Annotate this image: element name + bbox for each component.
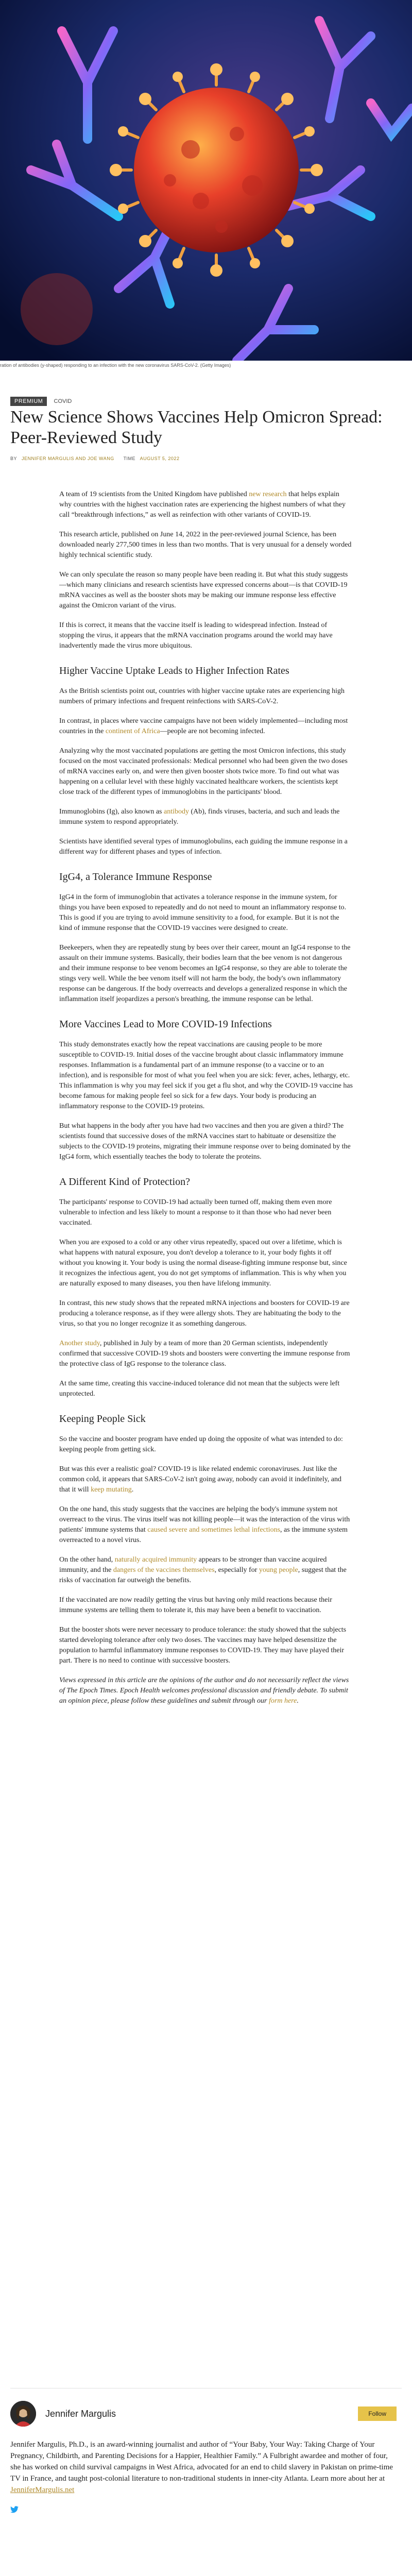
author-name[interactable]: Jennifer Margulis xyxy=(45,2408,116,2419)
author-card xyxy=(10,2401,397,2513)
text: —people are not becoming infected. xyxy=(160,727,265,735)
section-heading: More Vaccines Lead to More COVID-19 Infections xyxy=(59,1019,272,1030)
paragraph: So the vaccine and booster program have ended up doing the opposite of what was intended to do: keeping people from getting sick. xyxy=(59,1435,343,1453)
another-study-link[interactable]: Another study xyxy=(59,1340,100,1347)
byline-time-label: TIME xyxy=(123,456,136,461)
text: Immunoglobins (Ig), also known as xyxy=(59,808,164,816)
follow-button[interactable]: Follow xyxy=(358,2406,397,2421)
section-heading: Keeping People Sick xyxy=(59,1413,146,1425)
paragraph: Beekeepers, when they are repeatedly stung by bees over their career, mount an IgG4 response to the assault on their immune systems. Basically, their bodies learn that the bee venom is not dangerous and their immune response to bee venom becomes an IgG4 response, so they are able to tolerate the stings very well. While the bee venom itself will not harm the body, the body's own inflammatory response can be dangerous. If the body overreacts and develops a generalized response in which the inflammation itself jeopardizes a person's breathing, the immune response can be lethal. xyxy=(59,944,351,1003)
text: On the other hand, xyxy=(59,1556,115,1564)
premium-badge: PREMIUM xyxy=(10,397,47,406)
virus-antibody-illustration xyxy=(0,0,412,361)
byline xyxy=(10,456,179,461)
byline-authors-link[interactable]: JENNIFER MARGULIS AND JOE WANG xyxy=(22,456,114,461)
author-identity xyxy=(10,2401,116,2427)
hero-caption: ration of antibodies (y-shaped) responding to an infection with the new coronavirus SARS-CoV-2. (Getty Images) xyxy=(0,363,231,368)
article-title: New Science Shows Vaccines Help Omicron Spread: Peer-Reviewed Study xyxy=(10,408,383,447)
paragraph: But the booster shots were never necessary to produce tolerance: the study showed that the subjects started developing tolerance after only two doses. The vaccines may have helped desensitize the population to harmful inflammatory immune responses to COVID-19. They may have played their part. There is no need to continue with successive boosters. xyxy=(59,1626,347,1665)
text: On the one hand, this study suggests that the vaccines are helping the body's immune system not overreact to the virus. The virus itself was not killing people—it was the interaction of the virus with patients' immune systems that xyxy=(59,1505,350,1534)
text: that helps explain why countries with the highest vaccination rates are experiencing the highest numbers of what they call “breakthrough infections,” as well as reinfection with other variants of COVID-19. xyxy=(59,490,346,519)
paragraph: As the British scientists point out, countries with higher vaccine uptake rates are experiencing high numbers of primary infections and frequent reinfections with SARS-CoV-2. xyxy=(59,687,345,705)
text: , as the immune system overreacted to a novel virus. xyxy=(59,1526,348,1544)
author-bio xyxy=(10,2439,397,2496)
text: , suggest that the risks of vaccination far outweigh the benefits. xyxy=(59,1566,347,1584)
paragraph: This study demonstrates exactly how the repeat vaccinations are causing people to be more susceptible to COVID-19. Initial doses of the vaccine brought about classic inflammatory immune responses. Inflammation is a fundamental part of an immune response (to a vaccine or to an infection), and is responsible for most of what you feel when you are sick: fever, aches, lethargy, etc. This inflammation is why you may feel sick if you get a flu shot, and why the COVID-19 vaccine has become famous for making people feel so sick for a few days. Your body is producing an inflammatory response to the COVID-19 proteins. xyxy=(59,1041,353,1110)
text: (Ab), finds viruses, bacteria, and such and leads the immune system to respond appropriately. xyxy=(59,808,340,826)
text: . xyxy=(131,1486,134,1494)
avatar-image xyxy=(10,2401,36,2427)
paragraph xyxy=(59,1338,353,1369)
section-heading: IgG4, a Tolerance Immune Response xyxy=(59,871,212,883)
paragraph xyxy=(59,716,353,737)
paragraph: If the vaccinated are now readily getting the virus but having only mild reactions because their immune systems are telling them to tolerate it, this may have been a benefit to vaccination. xyxy=(59,1596,332,1614)
text: , especially for xyxy=(214,1566,259,1574)
paragraph: If this is correct, it means that the vaccine itself is leading to widespread infection. Instead of stopping the virus, it appears that the mRNA vaccination programs around the world may have inadvertently made the virus more ubiquitous. xyxy=(59,621,333,650)
paragraph: Scientists have identified several types of immunoglobulins, each guiding the immune response in a different way for different phases and types of infection. xyxy=(59,838,348,856)
paragraph: At the same time, creating this vaccine-induced tolerance did not mean that the subjects were left unprotected. xyxy=(59,1380,340,1398)
text: A team of 19 scientists from the United Kingdom have published xyxy=(59,490,249,498)
paragraph xyxy=(59,1504,353,1546)
antibody-link[interactable]: antibody xyxy=(163,808,189,816)
section-heading: A Different Kind of Protection? xyxy=(59,1176,191,1188)
text: . xyxy=(297,1697,299,1705)
text: Jennifer Margulis, Ph.D., is an award-winning journalist and author of “Your Baby, Your Way: Taking Charge of Your Pregnancy, Childbirth, and Parenting Decisions for a Happier, Healthier Family.” A Fulbright awardee and mother of four, she has worked on child survival campaigns in West Africa, advocated for an end to child slavery in Pakistan on prime-time TV in France, and taught post-colonial literature to non-traditional students in inner-city Atlanta. Learn more about her at xyxy=(10,2441,393,2483)
byline-date: AUGUST 5, 2022 xyxy=(140,456,180,461)
paragraph xyxy=(59,489,353,520)
young-people-link[interactable]: young people xyxy=(259,1566,298,1574)
disclaimer xyxy=(59,1675,353,1706)
byline-by-label: BY xyxy=(10,456,18,461)
article-body xyxy=(59,489,353,1716)
paragraph xyxy=(59,1555,353,1586)
author-website-link[interactable]: JenniferMargulis.net xyxy=(10,2486,75,2494)
twitter-icon[interactable] xyxy=(10,2506,19,2513)
category-link[interactable]: COVID xyxy=(54,398,72,404)
natural-immunity-link[interactable]: naturally acquired immunity xyxy=(114,1556,197,1564)
text: appears to be stronger than vaccine acquired immunity, and the xyxy=(59,1556,327,1574)
new-research-link[interactable]: new research xyxy=(249,490,287,498)
africa-link[interactable]: continent of Africa xyxy=(105,727,160,735)
form-here-link[interactable]: form here xyxy=(269,1697,297,1705)
section-heading: Higher Vaccine Uptake Leads to Higher Infection Rates xyxy=(59,665,289,676)
paragraph: But what happens in the body after you have had two vaccines and then you are given a third? The scientists found that successive doses of the mRNA vaccines start to habituate or desensitize the subjects to the COVID-19 proteins, migrating their immune response over to being dominated by the IgG4 form, which essentially teaches the body to tolerate the proteins. xyxy=(59,1122,351,1161)
author-header xyxy=(10,2401,397,2427)
paragraph: This research article, published on June 14, 2022 in the peer-reviewed journal Science, has been downloaded nearly 277,500 times in less than two months. That is very unusual for a densely worded highly technical scientific study. xyxy=(59,531,352,559)
text: But was this ever a realistic goal? COVID-19 is like related endemic coronaviruses. Just like the common cold, it appears that SARS-CoV-2 isn't going away, nobody can avoid it indefinitely, and that it will xyxy=(59,1465,342,1494)
article-tags xyxy=(10,397,72,406)
text: , published in July by a team of more than 20 German scientists, independently confirmed that successive COVID-19 shots and boosters were converting the immune response from the protective class of IgG response to the tolerance class. xyxy=(59,1340,350,1368)
keep-mutating-link[interactable]: keep mutating xyxy=(91,1486,132,1494)
avatar[interactable] xyxy=(10,2401,36,2427)
paragraph: Analyzing why the most vaccinated populations are getting the most Omicron infections, this study focused on the most vaccinated professionals: Medical personnel who had been given the two doses of mRNA vaccines early on, and were then given booster shots twice more. To find out what was happening on a cellular level with these highly vaccinated healthcare workers, the scientists kept close track of the different types of immunoglobins in the participants' blood. xyxy=(59,747,348,796)
paragraph: We can only speculate the reason so many people have been reading it. But what this study suggests—which many clinicians and research scientists have expressed concerns about—is that COVID-19 mRNA vaccines as well as the booster shots may be making our immune response less effective against the Omicron variant of the virus. xyxy=(59,571,348,609)
hero-image xyxy=(0,0,412,361)
severe-infections-link[interactable]: caused severe and sometimes lethal infections xyxy=(147,1526,281,1534)
text: In contrast, in places where vaccine campaigns have not been widely implemented—including most countries in the xyxy=(59,717,348,735)
paragraph: IgG4 in the form of immunoglobin that activates a tolerance response in the immune system, for things you have been exposed to repeatedly and do not need to mount an inflammatory response to. This is good if you are trying to avoid immune sensitivity to a food, for example. But it is not the kind of immune response that the COVID-19 vaccines were designed to create. xyxy=(59,893,347,932)
vaccine-dangers-link[interactable]: dangers of the vaccines themselves xyxy=(113,1566,215,1574)
twitter-icon-glyph xyxy=(10,2506,19,2513)
paragraph xyxy=(59,1464,353,1495)
paragraph: When you are exposed to a cold or any other virus repeatedly, spaced out over a lifetime, which is what happens with natural exposure, you don't develop a tolerance to it, your body fights it off without you knowing it. Your body is using the normal disease-fighting immune response but, since it recognizes the infectious agent, you do not get symptoms of inflammation. This is why when you are naturally exposed to many diseases, you then have lifelong immunity. xyxy=(59,1239,347,1287)
paragraph: In contrast, this new study shows that the repeated mRNA injections and boosters for COVID-19 are producing a tolerance response, as if they were allergy shots. They are habituating the body to the virus, so that you no longer recognize it as something dangerous. xyxy=(59,1299,350,1328)
paragraph xyxy=(59,807,353,827)
text: Views expressed in this article are the opinions of the author and do not necessarily reflect the views of The Epoch Times. Epoch Health welcomes professional discussion and friendly debate. To submit an opinion piece, please follow these guidelines and submit through our xyxy=(59,1676,349,1705)
paragraph: The participants' response to COVID-19 had actually been turned off, making them even more vulnerable to infection and less likely to mount a response to it than those who had never been vaccinated. xyxy=(59,1198,332,1227)
